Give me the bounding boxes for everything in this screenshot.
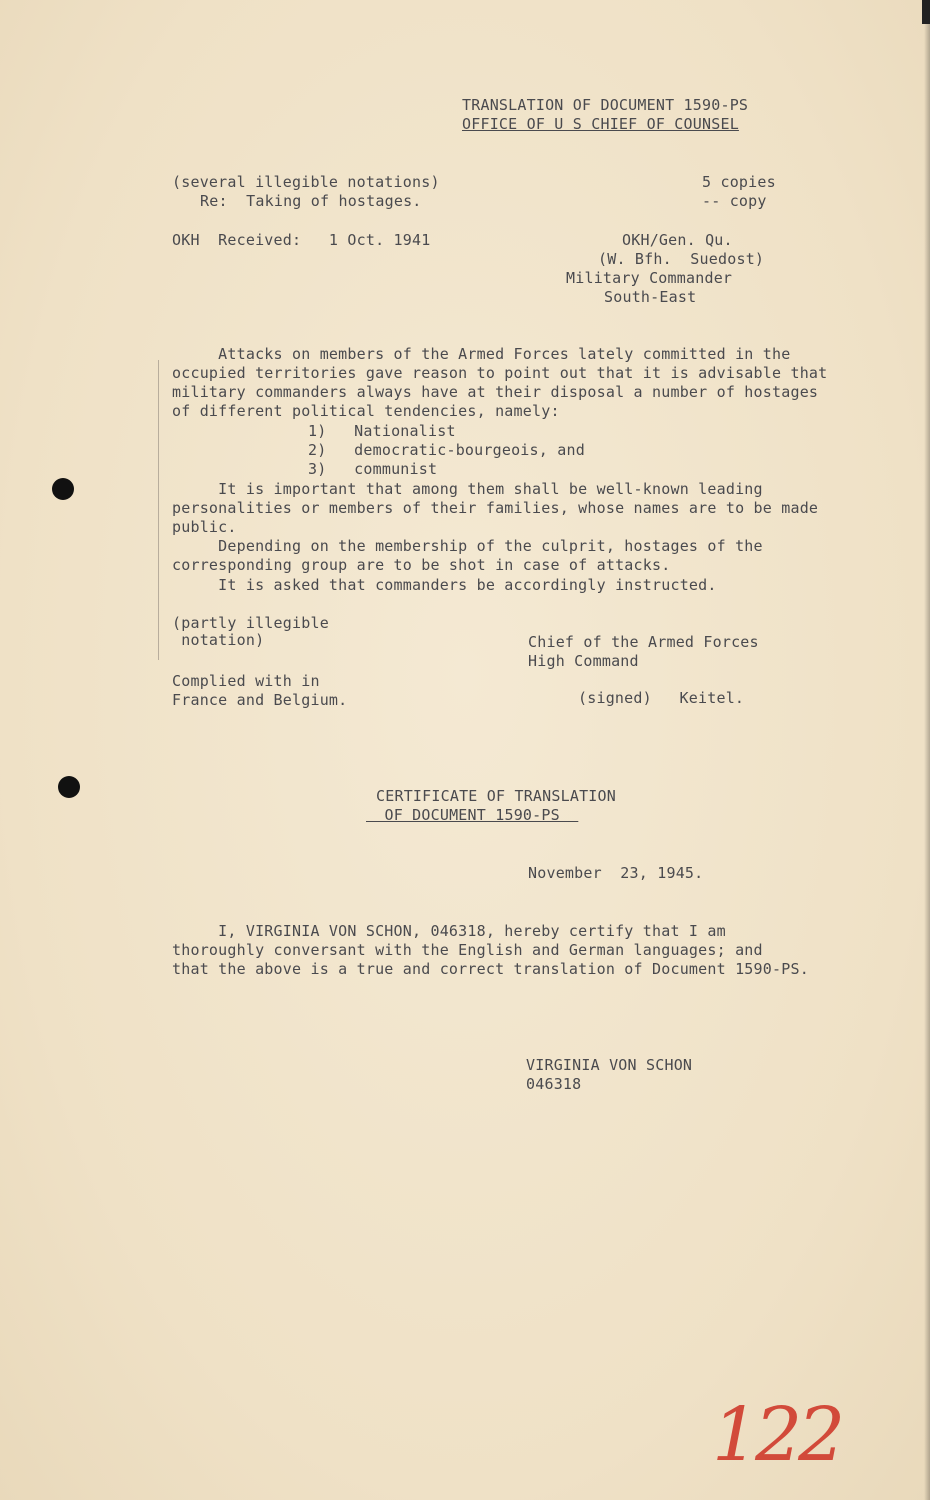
- translator-name: VIRGINIA VON SCHON: [526, 1056, 693, 1074]
- copy-number: -- copy: [702, 192, 767, 210]
- body-p1-line-2: occupied territories gave reason to point out that it is advisable that: [172, 364, 828, 382]
- certificate-title: CERTIFICATE OF TRANSLATION: [376, 787, 616, 805]
- punch-hole-top: [52, 478, 74, 500]
- addressee-line-1: OKH/Gen. Qu.: [622, 231, 733, 249]
- partly-illegible-note-1: (partly illegible: [172, 614, 329, 632]
- partly-illegible-note-2: notation): [172, 631, 265, 649]
- signatory-title-1: Chief of the Armed Forces: [528, 633, 759, 651]
- certificate-doc-ref: OF DOCUMENT 1590-PS: [366, 806, 579, 824]
- signed-keitel: (signed) Keitel.: [578, 689, 745, 707]
- body-p1-line-3: military commanders always have at their disposal a number of hostages: [172, 383, 819, 401]
- body-p1-line-4: of different political tendencies, namely:: [172, 402, 560, 420]
- signatory-title-2: High Command: [528, 652, 639, 670]
- punch-hole-bottom: [58, 776, 80, 798]
- body-p1-line-1: Attacks on members of the Armed Forces lately committed in the: [172, 345, 791, 363]
- body-p2-line-2: personalities or members of their families, whose names are to be made: [172, 499, 819, 517]
- body-p2-line-3: public.: [172, 518, 237, 536]
- header-office: OFFICE OF U S CHIEF OF COUNSEL: [462, 115, 739, 133]
- translator-number: 046318: [526, 1075, 582, 1093]
- complied-note-1: Complied with in: [172, 672, 320, 690]
- copies-count: 5 copies: [702, 173, 776, 191]
- addressee-line-2: (W. Bfh. Suedost): [598, 250, 765, 268]
- body-p3-line-2: corresponding group are to be shot in case of attacks.: [172, 556, 671, 574]
- complied-note-2: France and Belgium.: [172, 691, 348, 709]
- header-title: TRANSLATION OF DOCUMENT 1590-PS: [462, 96, 749, 114]
- addressee-line-3: Military Commander: [566, 269, 733, 287]
- list-item-3: 3) communist: [308, 460, 438, 478]
- addressee-line-4: South-East: [604, 288, 697, 306]
- handwritten-page-number: 122: [712, 1392, 842, 1478]
- illegible-notations: (several illegible notations): [172, 173, 440, 191]
- body-p2-line-1: It is important that among them shall be well-known leading: [172, 480, 763, 498]
- corner-mark: [922, 0, 930, 24]
- certificate-line-2: thoroughly conversant with the English and German languages; and: [172, 941, 763, 959]
- margin-pencil-line: [158, 360, 159, 660]
- body-p3-line-1: Depending on the membership of the culprit, hostages of the: [172, 537, 763, 555]
- body-p4-line-1: It is asked that commanders be accordingly instructed.: [172, 576, 717, 594]
- list-item-2: 2) democratic-bourgeois, and: [308, 441, 585, 459]
- list-item-1: 1) Nationalist: [308, 422, 456, 440]
- certificate-line-1: I, VIRGINIA VON SCHON, 046318, hereby certify that I am: [172, 922, 726, 940]
- received-line: OKH Received: 1 Oct. 1941: [172, 231, 431, 249]
- subject-line: Re: Taking of hostages.: [200, 192, 422, 210]
- certificate-date: November 23, 1945.: [528, 864, 704, 882]
- page-edge-shadow: [924, 0, 930, 1500]
- certificate-line-3: that the above is a true and correct translation of Document 1590-PS.: [172, 960, 809, 978]
